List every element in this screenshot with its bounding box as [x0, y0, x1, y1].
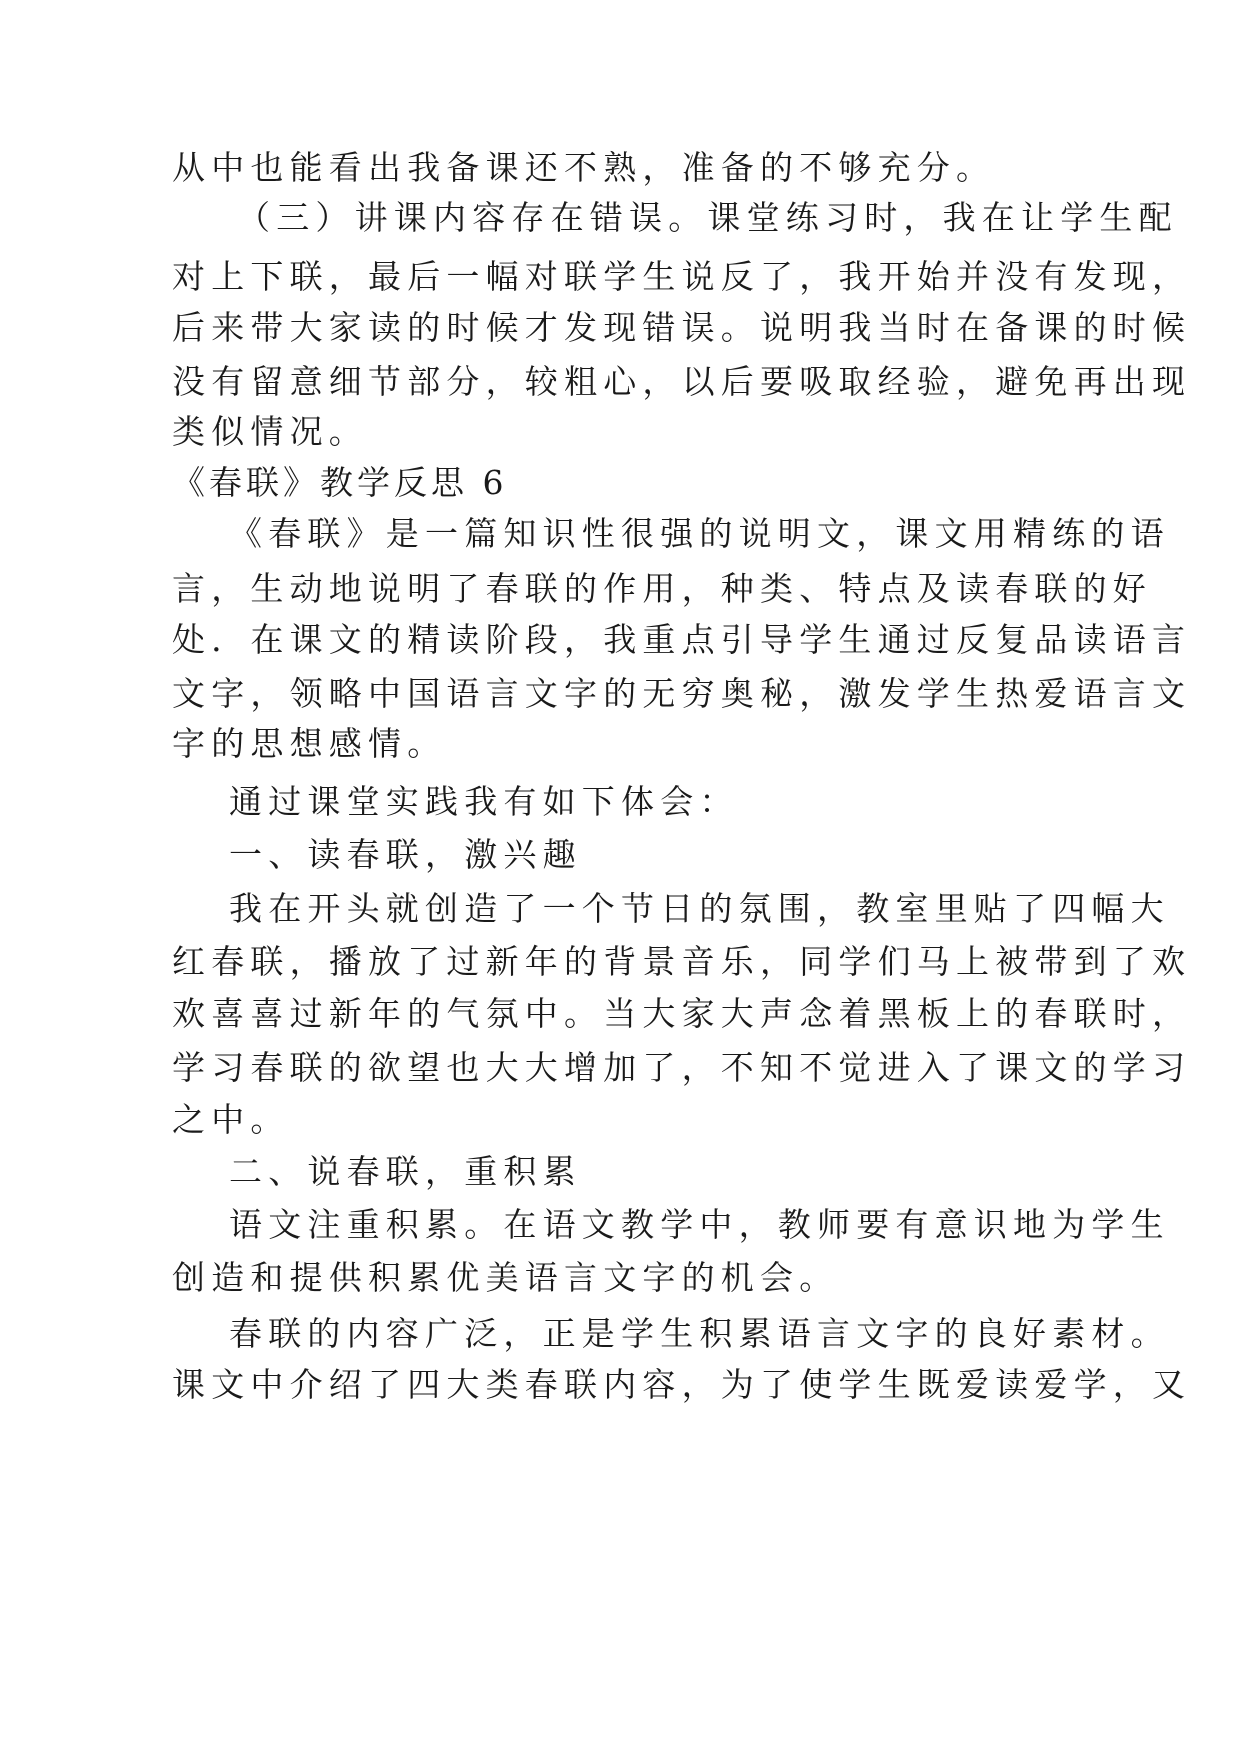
paragraph-line: 从中也能看出我备课还不熟，准备的不够充分。 [172, 148, 996, 187]
subsection-heading: 二、说春联，重积累 [229, 1152, 582, 1191]
paragraph-line: 学习春联的欲望也大大增加了，不知不觉进入了课文的学习 [172, 1048, 1192, 1087]
paragraph-line: 言，生动地说明了春联的作用，种类、特点及读春联的好 [172, 569, 1152, 608]
paragraph-line: 对上下联，最后一幅对联学生说反了，我开始并没有发现， [172, 257, 1192, 296]
paragraph-line: 类似情况。 [172, 412, 368, 451]
paragraph-line: 字的思想感情。 [172, 724, 447, 763]
paragraph-line: 红春联，播放了过新年的背景音乐，同学们马上被带到了欢 [172, 942, 1192, 981]
paragraph-line: 我在开头就创造了一个节日的氛围，教室里贴了四幅大 [229, 889, 1170, 928]
paragraph-line: （三）讲课内容存在错误。课堂练习时，我在让学生配 [237, 198, 1178, 237]
section-heading: 《春联》教学反思 6 [172, 463, 508, 502]
paragraph-line: 欢喜喜过新年的气氛中。当大家大声念着黑板上的春联时， [172, 994, 1192, 1033]
paragraph-line: 《春联》是一篇知识性很强的说明文，课文用精练的语 [229, 514, 1170, 553]
paragraph-line: 文字，领略中国语言文字的无穷奥秘，激发学生热爱语言文 [172, 674, 1192, 713]
paragraph-line: 创造和提供积累优美语言文字的机会。 [172, 1258, 839, 1297]
paragraph-line: 后来带大家读的时候才发现错误。说明我当时在备课的时候 [172, 308, 1192, 347]
paragraph-line: 之中。 [172, 1100, 290, 1139]
paragraph-line: 春联的内容广泛，正是学生积累语言文字的良好素材。 [229, 1314, 1170, 1353]
paragraph-line: 没有留意细节部分，较粗心，以后要吸取经验，避免再出现 [172, 362, 1192, 401]
paragraph-line: 语文注重积累。在语文教学中，教师要有意识地为学生 [229, 1205, 1170, 1244]
paragraph-line: 通过课堂实践我有如下体会： [229, 782, 739, 821]
paragraph-line: 处．在课文的精读阶段，我重点引导学生通过反复品读语言 [172, 620, 1192, 659]
subsection-heading: 一、读春联，激兴趣 [229, 835, 582, 874]
paragraph-line: 课文中介绍了四大类春联内容，为了使学生既爱读爱学，又 [172, 1365, 1192, 1404]
